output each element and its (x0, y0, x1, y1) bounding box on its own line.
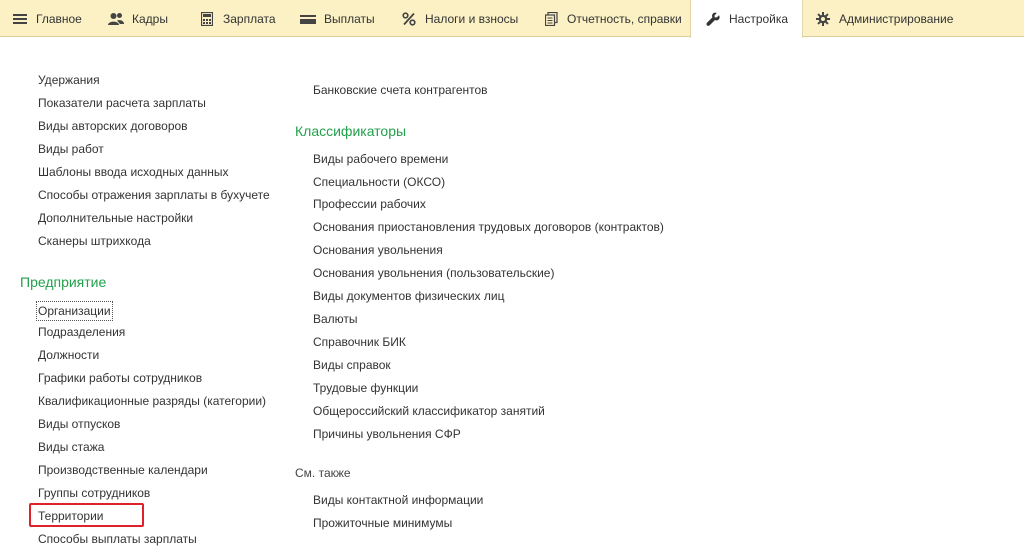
link-barcode-scanners[interactable]: Сканеры штрихкода (38, 234, 151, 248)
link-production-calendars[interactable]: Производственные календари (38, 463, 208, 477)
people-icon (108, 11, 124, 27)
menu-item-label: Администрирование (839, 11, 954, 26)
menu-item-reports[interactable] (543, 0, 694, 37)
section-header-enterprise: Предприятие (20, 274, 107, 290)
link-contact-info-types[interactable]: Виды контактной информации (313, 493, 484, 507)
percent-icon (401, 11, 417, 27)
menu-item-administration[interactable] (815, 0, 965, 37)
gear-icon (815, 11, 831, 27)
wallet-icon (300, 11, 316, 27)
menu-item-label: Выплаты (324, 11, 375, 26)
main-menu-bar (0, 0, 1024, 37)
link-additional-settings[interactable]: Дополнительные настройки (38, 211, 194, 225)
link-specialties-okso[interactable]: Специальности (ОКСО) (313, 175, 446, 189)
section-header-classifiers: Классификаторы (295, 123, 407, 139)
link-salary-payment-methods[interactable]: Способы выплаты зарплаты (38, 532, 197, 546)
menu-item-label: Главное (36, 11, 82, 26)
link-dismissal-grounds-custom[interactable]: Основания увольнения (пользовательские) (313, 266, 555, 280)
link-employee-groups[interactable]: Группы сотрудников (38, 486, 151, 500)
link-salary-indicators[interactable]: Показатели расчета зарплаты (38, 96, 206, 110)
link-contract-suspension-grounds[interactable]: Основания приостановления трудовых договоров (контрактов) (313, 220, 664, 234)
link-departments[interactable]: Подразделения (38, 325, 126, 339)
link-sfr-dismissal-reasons[interactable]: Причины увольнения СФР (313, 427, 461, 441)
settings-panel (0, 38, 1024, 553)
link-worker-professions[interactable]: Профессии рабочих (313, 197, 426, 211)
link-occupations-classifier[interactable]: Общероссийский классификатор занятий (313, 404, 545, 418)
menu-item-label: Кадры (132, 11, 168, 26)
menu-item-label: Зарплата (223, 11, 276, 26)
link-currencies[interactable]: Валюты (313, 312, 358, 326)
menu-item-personnel[interactable] (108, 0, 180, 37)
link-organizations[interactable]: Организации (38, 304, 111, 318)
link-qualification-grades[interactable]: Квалификационные разряды (категории) (38, 394, 267, 408)
menu-item-main[interactable] (12, 0, 94, 37)
link-salary-accounting-methods[interactable]: Способы отражения зарплаты в бухучете (38, 188, 270, 202)
link-work-types[interactable]: Виды работ (38, 142, 104, 156)
menu-item-label: Настройка (729, 12, 789, 26)
link-author-contract-types[interactable]: Виды авторских договоров (38, 119, 188, 133)
calculator-icon (199, 11, 215, 27)
menu-item-salary[interactable] (199, 0, 288, 37)
link-labor-functions[interactable]: Трудовые функции (313, 381, 419, 395)
menu-item-taxes[interactable] (401, 0, 530, 37)
section-header-see-also: См. также (295, 466, 351, 480)
menu-item-label: Отчетность, справки (567, 11, 682, 26)
link-certificate-types[interactable]: Виды справок (313, 358, 391, 372)
menu-item-payments[interactable] (300, 0, 387, 37)
link-id-document-types[interactable]: Виды документов физических лиц (313, 289, 505, 303)
link-work-time-types[interactable]: Виды рабочего времени (313, 152, 449, 166)
menu-item-label: Налоги и взносы (425, 11, 519, 26)
link-subsistence-minimums[interactable]: Прожиточные минимумы (313, 516, 453, 530)
link-positions[interactable]: Должности (38, 348, 100, 362)
link-territories[interactable]: Территории (38, 509, 104, 523)
link-deductions[interactable]: Удержания (38, 73, 100, 87)
link-bik-directory[interactable]: Справочник БИК (313, 335, 406, 349)
link-input-templates[interactable]: Шаблоны ввода исходных данных (38, 165, 229, 179)
link-counterparty-bank-accounts[interactable]: Банковские счета контрагентов (313, 83, 488, 97)
link-work-schedules[interactable]: Графики работы сотрудников (38, 371, 203, 385)
link-experience-types[interactable]: Виды стажа (38, 440, 105, 454)
wrench-icon (705, 11, 721, 27)
link-vacation-types[interactable]: Виды отпусков (38, 417, 121, 431)
link-dismissal-grounds[interactable]: Основания увольнения (313, 243, 443, 257)
documents-icon (543, 11, 559, 27)
menu-item-settings[interactable] (690, 0, 803, 38)
hamburger-icon (12, 11, 28, 27)
